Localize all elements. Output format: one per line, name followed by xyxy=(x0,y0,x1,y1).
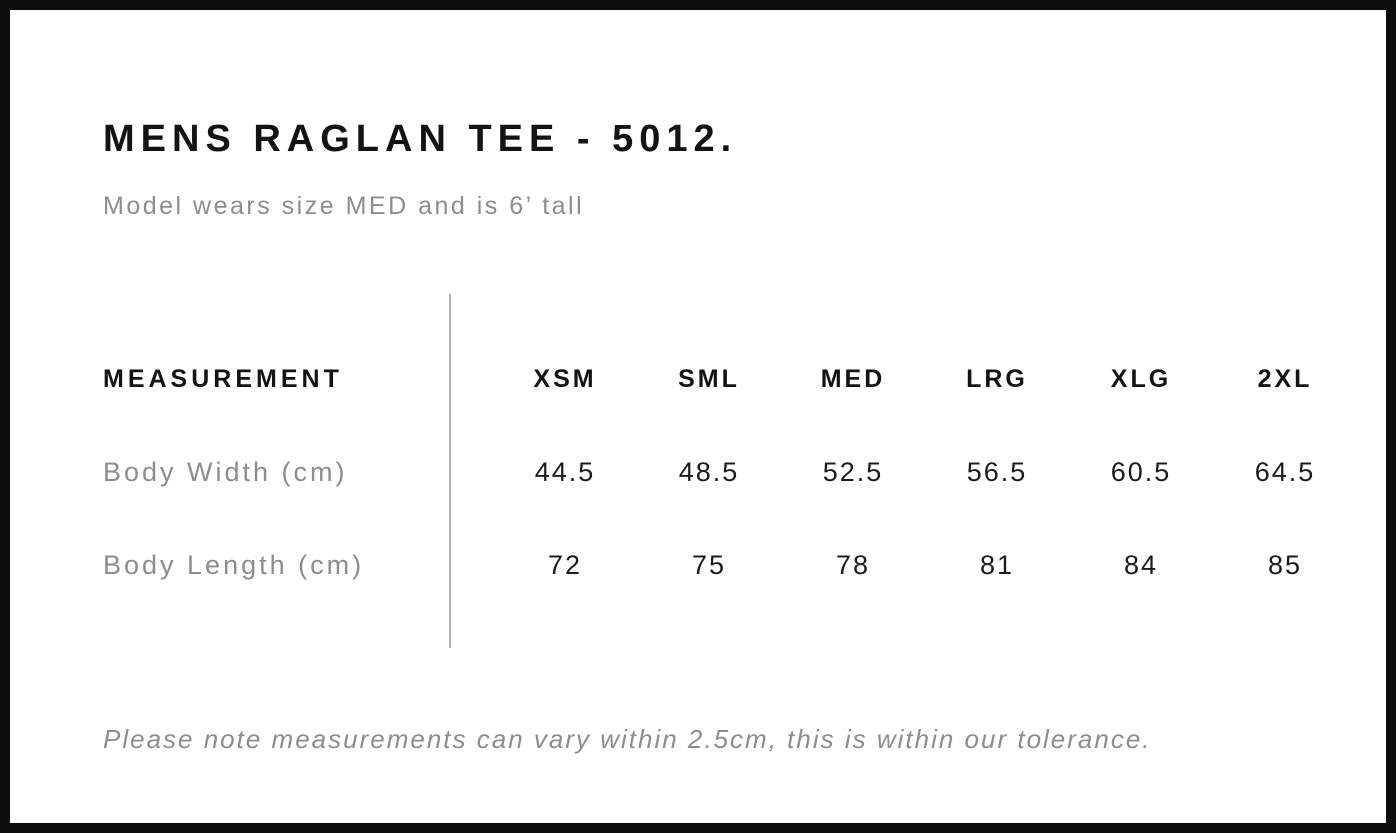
size-value: 75 xyxy=(691,549,727,580)
size-value: 48.5 xyxy=(678,456,740,487)
measurement-column-header: MEASUREMENT xyxy=(103,364,343,393)
size-column-header-2xl: 2XL xyxy=(1257,364,1313,393)
size-value: 84 xyxy=(1123,549,1159,580)
row-label-body-width: Body Width (cm) xyxy=(103,456,348,487)
tolerance-note: Please note measurements can vary within 2.5cm, this is within our tolerance. xyxy=(103,724,1152,754)
size-column-header-xlg: XLG xyxy=(1110,364,1172,393)
size-value: 60.5 xyxy=(1110,456,1172,487)
table-row-body-width xyxy=(103,454,1357,490)
size-column-header-med: MED xyxy=(820,364,886,393)
size-value: 81 xyxy=(979,549,1015,580)
model-size-note: Model wears size MED and is 6’ tall xyxy=(103,192,585,220)
size-column-header-xsm: XSM xyxy=(533,364,597,393)
size-value: 72 xyxy=(547,549,583,580)
size-value: 44.5 xyxy=(534,456,596,487)
row-label-body-length: Body Length (cm) xyxy=(103,549,365,580)
size-value: 56.5 xyxy=(966,456,1028,487)
size-value: 52.5 xyxy=(822,456,884,487)
size-column-header-sml: SML xyxy=(678,364,740,393)
size-column-header-lrg: LRG xyxy=(966,364,1028,393)
size-table-header-row xyxy=(103,361,1357,397)
page-title: MENS RAGLAN TEE - 5012. xyxy=(103,118,738,160)
size-value: 85 xyxy=(1267,549,1303,580)
size-value: 64.5 xyxy=(1254,456,1316,487)
size-value: 78 xyxy=(835,549,871,580)
table-row-body-length xyxy=(103,547,1357,583)
